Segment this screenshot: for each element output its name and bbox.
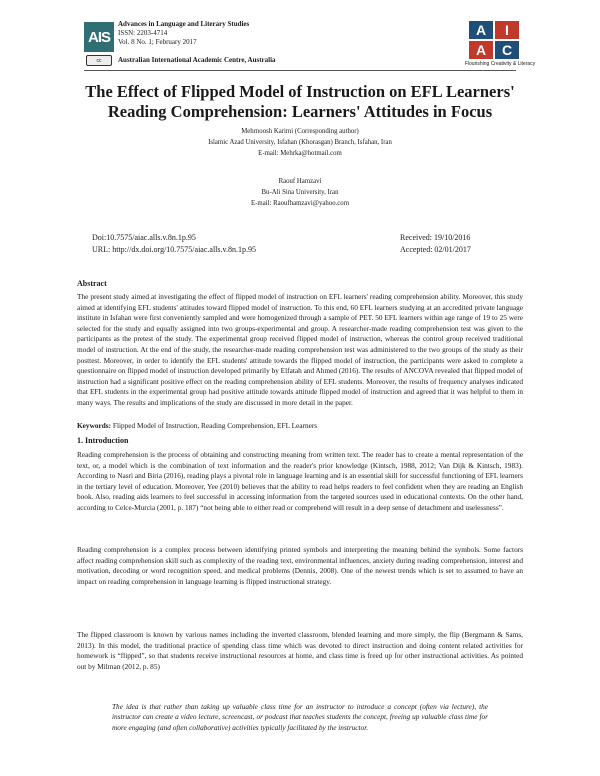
doi-block xyxy=(92,232,256,256)
intro-paragraph: Reading comprehension is the process of obtaining and constructing meaning from written text. The reader has to create a mental representation of the text, or, a model which is the combination of text information and the reader's prior knowledge (Kintsch, 1988, 2012; Van Dijk & Kintsch, 1983). According to Nasri and Biria (2016), reading plays a pivotal role in language learning and is an essential skill for successful functioning of EFL learners in the tertiary level of education. Moreover, Yee (2010) believes that the ability to read helps readers to feel confident when they are reading an English book. Also, reading aids learners to feel successful in accessing information from the targeted sources used in educational contexts. On the other hand, according to Celce-Murcia (2001, p. 187) “not being able to either read or comprehend will result in a deep sense of detachment and uselessness”. xyxy=(77,450,523,512)
aiac-letter: C xyxy=(495,41,519,59)
ais-logo: AIS xyxy=(84,22,114,52)
keywords-text: Flipped Model of Instruction, Reading Comprehension, EFL Learners xyxy=(112,421,318,430)
keywords xyxy=(77,421,523,432)
journal-name: Advances in Language and Literary Studies xyxy=(118,20,250,28)
author-affiliation: Islamic Azad University, Isfahan (Khorasgan) Branch, Isfahan, Iran xyxy=(208,139,392,146)
journal-header xyxy=(118,20,249,47)
volume-info: Vol. 8 No. 1; February 2017 xyxy=(118,38,197,46)
aiac-logo xyxy=(469,21,519,59)
issn: ISSN: 2203-4714 xyxy=(118,29,168,37)
intro-paragraph: Reading comprehension is a complex process between identifying printed symbols and interpreting the meaning behind the symbols. Some factors affect reading comprehension skill such as complexity of the reading text, environmental influences, anxiety during reading comprehension, interest and motivation, decoding or word recognition speed, and medical problems (Dennis, 2008). One of the newest trends which is set to assumed to have an impact on reading comprehension in language learning is flipped instructional strategy. xyxy=(77,545,523,586)
author-affiliation: Bu-Ali Sina University, Iran xyxy=(261,189,339,196)
aiac-tagline: Flourishing Creativity & Literacy xyxy=(464,61,536,67)
author-block xyxy=(100,126,500,159)
block-quote: The idea is that rather than taking up valuable class time for an instructor to introduce a concept (often via lecture), the instructor can create a video lecture, screencast, or podcast that teaches students the concept, freeing up valuable class time for more engaging (and often collaborative) activities typically facilitated by the instructor. xyxy=(112,702,488,732)
author-email[interactable]: E-mail: Raoufhamzavi@yahoo.com xyxy=(251,200,349,207)
paper-title: The Effect of Flipped Model of Instruction on EFL Learners' Reading Comprehension: Learners' Attitudes in Focus xyxy=(85,82,515,121)
header-divider xyxy=(84,70,516,71)
aiac-letter: A xyxy=(469,41,493,59)
cc-license-icon[interactable]: cc xyxy=(86,55,112,66)
received-date: Received: 19/10/2016 xyxy=(400,233,471,242)
aiac-letter: A xyxy=(469,21,493,39)
publisher-name: Australian International Academic Centre, Australia xyxy=(118,56,276,64)
abstract-heading: Abstract xyxy=(77,279,107,288)
intro-heading: 1. Introduction xyxy=(77,436,129,445)
keywords-label: Keywords: xyxy=(77,421,112,430)
author-block xyxy=(100,176,500,209)
author-name: Raouf Hamzavi xyxy=(278,178,322,185)
accepted-date: Accepted: 02/01/2017 xyxy=(400,245,471,254)
aiac-letter: I xyxy=(495,21,519,39)
author-email[interactable]: E-mail: Mehrka@hotmail.com xyxy=(258,150,342,157)
dates-block xyxy=(400,232,471,256)
author-name: Mehrnoosh Karimi (Corresponding author) xyxy=(241,128,359,135)
doi[interactable]: Doi:10.7575/aiac.alls.v.8n.1p.95 xyxy=(92,233,196,242)
url[interactable]: URL: http://dx.doi.org/10.7575/aiac.alls.v.8n.1p.95 xyxy=(92,245,256,254)
abstract-text: The present study aimed at investigating the effect of flipped model of instruction on EFL learners' reading comprehension ability. Moreover, this study aimed at identifying EFL students' attitudes toward flipped model of instruction. To this end, 60 EFL learners studying at an accredited private language institute in Isfahan were first conveniently sampled and were homogenized through a sample of PET. 50 EFL learners within age range of 19 to 25 were selected for the study and equally assigned into two groups-experimental and group. A researcher-made reading comprehension test was given to the participants as the pretest of the study. The experimental group received flipped model of instruction, whereas the control group received traditional model of instruction. At the end of the study, the researcher-made reading comprehension test was administered to the two groups of the study as their posttest. Moreover, in order to identify the EFL students' attitude towards the flipped model of instruction, the participants were asked to complete a questionnaire on flipped model of instruction developed primarily by Elfatah and Ahmed (2016). The results of ANCOVA revealed that flipped model of instruction had a significant positive effect on the reading comprehension ability of EFL students. Moreover, the results of frequency analyses indicated that EFL students in the experimental group had positive attitude towards attitude flipped model of instruction and agreed that it was helpful to them in many ways. The results and implications of the study are discussed in more detail in the paper. xyxy=(77,292,523,407)
intro-paragraph: The flipped classroom is known by various names including the inverted classroom, blended learning and more simply, the flip (Bergmann & Sams, 2013). In this model, the traditional practice of spending class time which was devoted to direct instruction and doing content related activities for homework is “flipped”, so that students receive instructional resources at home, and class time is freed up for other instructional activities. As pointed out by Milman (2012, p. 85) xyxy=(77,630,523,671)
